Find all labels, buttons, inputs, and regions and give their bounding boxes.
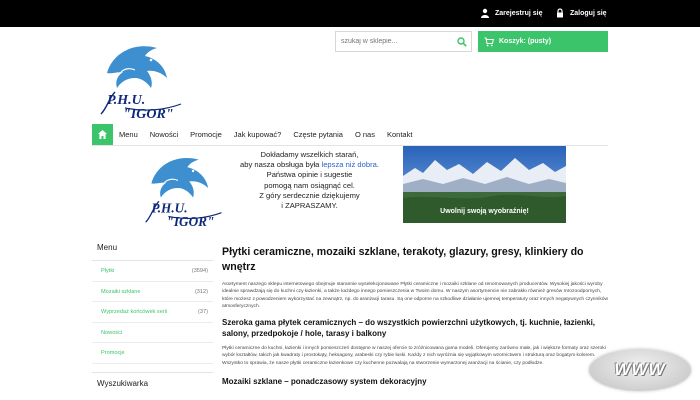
cart-icon — [484, 37, 494, 47]
search-box — [335, 31, 472, 52]
nav-item-czeste-pytania[interactable]: Częste pytania — [293, 130, 343, 139]
banner-line: Z góry serdecznie dziękujemy — [259, 190, 360, 200]
nav-item-kontakt[interactable]: Kontakt — [386, 130, 413, 139]
banner-line: Państwa opinie i sugestie — [266, 170, 353, 180]
watermark-text: WWW — [614, 360, 666, 379]
login-label: Zaloguj się — [570, 9, 607, 17]
dolphin-logo-image — [95, 38, 190, 120]
dolphin-banner-image — [140, 150, 230, 228]
sidebar-item-label: Płytki — [101, 268, 115, 274]
banner-photo[interactable] — [403, 146, 566, 223]
banner-message — [232, 150, 387, 211]
login-link[interactable] — [555, 8, 607, 18]
www-watermark — [589, 349, 691, 391]
banner-highlight-text: lepsza niż dobra — [321, 160, 377, 170]
page-title: Płytki ceramiczne, mozaiki szklane, terakoty, glazury, gresy, klinkiery do wnętrz — [222, 246, 584, 273]
top-bar — [0, 0, 700, 27]
nav-item-jak-kupowac[interactable]: Jak kupować? — [233, 130, 282, 139]
svg-text:P.H.U.: P.H.U. — [151, 200, 188, 216]
section-paragraph: Płytki ceramiczne do kuchni, łazienki i innych pomieszczeń dostępne w naszej ofercie to zróżnicowana gama modeli. Oferujemy zarówno małe, jak i większe formaty oraz szeroki wybór kształtów, takich jak kwadraty i prostokąty, heksagony, arabeski czy rybie łuski. Każdy z nich wyróżnia się wyjątkowym wzornictwem i strukturą oraz bogatym kolorem. Wszystko to sprawia, że nasze płytki ceramiczne łazienkowe czy kuchenne pozwalają na stworzenie wymarzonej aranżacji na ścianie, czy podłodze. — [222, 346, 606, 366]
section-heading-mozaiki: Mozaiki szklane – ponadczasowy system dekoracyjny — [222, 377, 427, 387]
home-icon — [97, 129, 108, 140]
banner-photo-caption: Uwolnij swoją wyobraźnię! — [440, 208, 529, 215]
nav-item-promocje[interactable]: Promocje — [190, 130, 222, 139]
sidebar-item-count: (3594) — [191, 268, 208, 274]
banner-line: pomogą nam osiągnąć cel. — [264, 180, 355, 190]
section-heading: Szeroka gama płytek ceramicznych – do wszystkich powierzchni użytkowych, tj. kuchnie, łazienki, salony, przedpokoje / hole, tarasy i balkony — [222, 318, 596, 339]
cart-button[interactable] — [478, 31, 608, 52]
site-logo[interactable] — [95, 38, 190, 120]
nav-item-menu[interactable]: Menu — [119, 130, 138, 139]
sidebar-item-plytki[interactable] — [92, 261, 213, 282]
sidebar-item-count: (37) — [198, 309, 208, 316]
banner-line: Dokładamy wszelkich starań, — [260, 150, 359, 159]
banner-logo — [140, 150, 230, 228]
main-nav — [92, 124, 418, 145]
user-icon — [480, 8, 490, 18]
sidebar-search-heading: Wyszukiwarka — [92, 372, 213, 396]
nav-item-nowosci[interactable]: Nowości — [149, 130, 179, 139]
nav-item-o-nas[interactable]: O nas — [354, 130, 375, 139]
cart-label: Koszyk: (pusty) — [499, 38, 552, 45]
sidebar-item-nowosci[interactable] — [92, 323, 213, 344]
register-label: Zarejestruj się — [495, 9, 543, 17]
sidebar-item-label: Mozaiki szklane — [101, 288, 141, 295]
banner-line-highlight: aby nasza obsługa była lepsza niż dobra. — [240, 160, 379, 170]
intro-paragraph: Asortyment naszego sklepu internetowego obejmuje starannie wyselekcjonowane Płytki ceramiczne i mozaiki szklane od renomowanych producentów. Wysokiej jakości wyroby idealnie sprawdzają się do kuchni czy łazienki, a także każdego innego pomieszczenia w Twoim domu. W naszym asortymencie nie zabrakło również gresów mrozoodpornych, które możesz z powodzeniem wykorzystać na zewnątrz, np. do aranżacji tarasu. Są one odporne na szkodliwe działanie ujemnej temperatury oraz innych negatywnych czynników atmosferycznych. — [222, 282, 609, 309]
svg-text:P.H.U.: P.H.U. — [107, 93, 146, 108]
mountain-landscape-image — [403, 146, 566, 223]
sidebar-item-count: (312) — [194, 288, 208, 295]
svg-text:"IGOR": "IGOR" — [166, 213, 215, 228]
sidebar-item-label: Nowości — [101, 329, 123, 336]
register-link[interactable] — [480, 8, 542, 18]
search-input[interactable] — [336, 32, 451, 51]
svg-text:"IGOR": "IGOR" — [123, 107, 174, 120]
main-content — [222, 245, 608, 387]
sidebar-item-label: Promocje — [101, 350, 125, 357]
banner-line: i ZAPRASZAMY. — [281, 201, 338, 211]
sidebar-item-label: Wyprzedaż końcówek serii — [101, 309, 168, 316]
sidebar-item-wyprzedaz[interactable] — [92, 302, 213, 323]
search-icon[interactable] — [457, 37, 467, 47]
sidebar-menu — [92, 237, 213, 364]
lock-icon — [555, 8, 565, 18]
sidebar-heading: Menu — [92, 237, 213, 261]
home-button[interactable] — [92, 124, 113, 145]
sidebar-item-promocje[interactable] — [92, 343, 213, 364]
sidebar-item-mozaiki[interactable] — [92, 282, 213, 303]
